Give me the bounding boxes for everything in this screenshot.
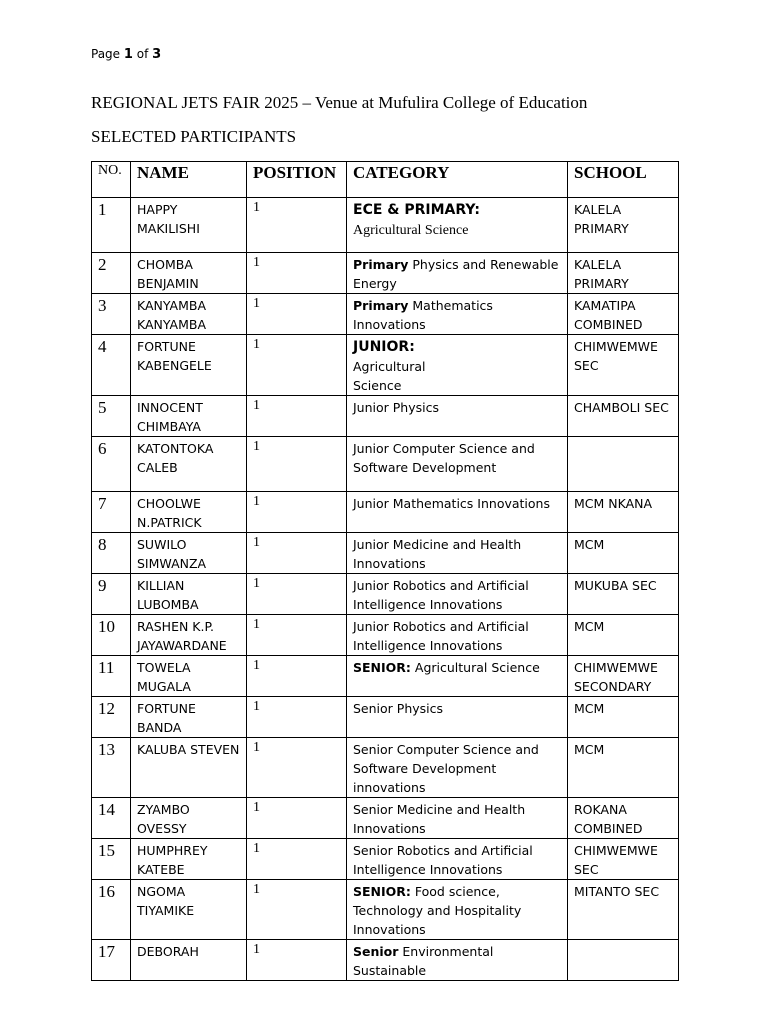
cell-no: 17 xyxy=(92,940,131,981)
cell-name: DEBORAH xyxy=(131,940,247,981)
cell-category xyxy=(347,492,568,533)
cell-name: SUWILO SIMWANZA xyxy=(131,533,247,574)
cell-school: MITANTO SEC xyxy=(568,880,679,940)
category-text: Environmental Sustainable xyxy=(353,944,494,978)
cell-no: 8 xyxy=(92,533,131,574)
cell-school: MCM xyxy=(568,615,679,656)
cell-school: MCM NKANA xyxy=(568,492,679,533)
cell-name: CHOMBA BENJAMIN xyxy=(131,253,247,294)
cell-category xyxy=(347,615,568,656)
cell-category xyxy=(347,656,568,697)
cell-position: 1 xyxy=(247,880,347,940)
table-row xyxy=(92,615,679,656)
cell-name: KILLIAN LUBOMBA xyxy=(131,574,247,615)
cell-position: 1 xyxy=(247,492,347,533)
category-lead: SENIOR: xyxy=(353,660,411,675)
cell-category xyxy=(347,396,568,437)
cell-position: 1 xyxy=(247,798,347,839)
cell-school xyxy=(568,437,679,492)
table-row xyxy=(92,940,679,981)
table-row xyxy=(92,198,679,253)
category-text: Agricultural Science xyxy=(353,223,469,238)
cell-position: 1 xyxy=(247,253,347,294)
category-lead: Senior xyxy=(353,944,399,959)
page-label: Page xyxy=(91,47,121,61)
cell-no: 11 xyxy=(92,656,131,697)
category-text: Junior Computer Science and Software Development xyxy=(353,441,535,475)
cell-category xyxy=(347,940,568,981)
cell-name: FORTUNE BANDA xyxy=(131,697,247,738)
cell-school: MCM xyxy=(568,738,679,798)
category-lead: Primary xyxy=(353,257,409,272)
cell-no: 1 xyxy=(92,198,131,253)
header-school: SCHOOL xyxy=(568,162,679,198)
page-of: of xyxy=(136,47,149,61)
cell-no: 2 xyxy=(92,253,131,294)
header-no: NO. xyxy=(92,162,131,198)
category-text: Mathematics Innovations xyxy=(353,298,493,332)
cell-no: 13 xyxy=(92,738,131,798)
cell-position: 1 xyxy=(247,533,347,574)
category-text: Senior Computer Science and Software Development innovations xyxy=(353,742,539,795)
table-row xyxy=(92,533,679,574)
cell-category xyxy=(347,839,568,880)
table-header-row xyxy=(92,162,679,198)
category-text: Junior Robotics and Artificial Intelligence Innovations xyxy=(353,619,529,653)
table-row xyxy=(92,294,679,335)
cell-school: KALELA PRIMARY xyxy=(568,253,679,294)
category-text: Junior Mathematics Innovations xyxy=(353,496,550,511)
cell-school: MCM xyxy=(568,533,679,574)
cell-school: KALELA PRIMARY xyxy=(568,198,679,253)
category-text: Food science, Technology and Hospitality Innovations xyxy=(353,884,522,937)
cell-school: ROKANA COMBINED xyxy=(568,798,679,839)
cell-no: 5 xyxy=(92,396,131,437)
cell-no: 12 xyxy=(92,697,131,738)
cell-name: FORTUNE KABENGELE xyxy=(131,335,247,396)
cell-school: MUKUBA SEC xyxy=(568,574,679,615)
cell-school: CHIMWEMWE SEC xyxy=(568,839,679,880)
cell-name: HUMPHREY KATEBE xyxy=(131,839,247,880)
cell-name: KANYAMBA KANYAMBA xyxy=(131,294,247,335)
cell-category xyxy=(347,198,568,253)
cell-school: MCM xyxy=(568,697,679,738)
category-text: Senior Medicine and Health Innovations xyxy=(353,802,526,836)
cell-no: 10 xyxy=(92,615,131,656)
header-name: NAME xyxy=(131,162,247,198)
category-lead: ECE & PRIMARY xyxy=(353,202,475,218)
cell-position: 1 xyxy=(247,396,347,437)
category-lead: SENIOR: xyxy=(353,884,411,899)
cell-no: 3 xyxy=(92,294,131,335)
cell-name: NGOMA TIYAMIKE xyxy=(131,880,247,940)
header-category: CATEGORY xyxy=(347,162,568,198)
category-text: Agricultural Science xyxy=(414,660,540,675)
cell-school xyxy=(568,940,679,981)
category-text: Junior Medicine and Health Innovations xyxy=(353,537,522,571)
cell-school: CHIMWEMWE SECONDARY xyxy=(568,656,679,697)
table-body xyxy=(92,198,679,981)
category-separator: : xyxy=(474,202,480,218)
cell-no: 9 xyxy=(92,574,131,615)
cell-name: HAPPY MAKILISHI xyxy=(131,198,247,253)
cell-name: TOWELA MUGALA xyxy=(131,656,247,697)
table-row xyxy=(92,492,679,533)
cell-category xyxy=(347,253,568,294)
cell-name: KALUBA STEVEN xyxy=(131,738,247,798)
category-lead: JUNIOR xyxy=(353,339,410,355)
cell-name: INNOCENT CHIMBAYA xyxy=(131,396,247,437)
category-text: Physics and Renewable Energy xyxy=(353,257,559,291)
category-text: Senior Physics xyxy=(353,701,444,716)
cell-category xyxy=(347,738,568,798)
table-row xyxy=(92,656,679,697)
cell-no: 16 xyxy=(92,880,131,940)
cell-name: RASHEN K.P. JAYAWARDANE xyxy=(131,615,247,656)
table-row xyxy=(92,253,679,294)
cell-no: 6 xyxy=(92,437,131,492)
page-number xyxy=(91,47,161,62)
participants-table xyxy=(91,161,679,981)
cell-position: 1 xyxy=(247,940,347,981)
cell-category xyxy=(347,294,568,335)
cell-school: KAMATIPA COMBINED xyxy=(568,294,679,335)
page-current: 1 xyxy=(123,47,133,62)
cell-category xyxy=(347,574,568,615)
cell-category xyxy=(347,437,568,492)
cell-no: 7 xyxy=(92,492,131,533)
cell-position: 1 xyxy=(247,198,347,253)
cell-category xyxy=(347,798,568,839)
category-text: Agricultural Science xyxy=(353,359,426,393)
category-lead: Primary xyxy=(353,298,409,313)
cell-position: 1 xyxy=(247,697,347,738)
cell-position: 1 xyxy=(247,615,347,656)
page-total: 3 xyxy=(152,47,162,62)
document-title: REGIONAL JETS FAIR 2025 – Venue at Mufulira College of Education xyxy=(91,93,588,112)
table-row xyxy=(92,697,679,738)
category-separator: : xyxy=(409,339,415,355)
cell-position: 1 xyxy=(247,738,347,798)
cell-category xyxy=(347,697,568,738)
cell-name: CHOOLWE N.PATRICK xyxy=(131,492,247,533)
cell-no: 15 xyxy=(92,839,131,880)
category-text: Junior Robotics and Artificial Intelligence Innovations xyxy=(353,578,529,612)
cell-school: CHIMWEMWE SEC xyxy=(568,335,679,396)
cell-no: 14 xyxy=(92,798,131,839)
table-row xyxy=(92,839,679,880)
cell-category xyxy=(347,533,568,574)
cell-name: ZYAMBO OVESSY xyxy=(131,798,247,839)
table-row xyxy=(92,880,679,940)
table-row xyxy=(92,738,679,798)
table-row xyxy=(92,574,679,615)
category-text: Junior Physics xyxy=(353,400,439,415)
cell-position: 1 xyxy=(247,839,347,880)
cell-position: 1 xyxy=(247,437,347,492)
table-row xyxy=(92,437,679,492)
cell-category xyxy=(347,335,568,396)
table-row xyxy=(92,798,679,839)
cell-name: KATONTOKA CALEB xyxy=(131,437,247,492)
cell-position: 1 xyxy=(247,574,347,615)
table-row xyxy=(92,396,679,437)
cell-no: 4 xyxy=(92,335,131,396)
category-text: Senior Robotics and Artificial Intelligence Innovations xyxy=(353,843,533,877)
document-subtitle: SELECTED PARTICIPANTS xyxy=(91,127,297,146)
header-position: POSITION xyxy=(247,162,347,198)
cell-position: 1 xyxy=(247,294,347,335)
cell-category xyxy=(347,880,568,940)
cell-school: CHAMBOLI SEC xyxy=(568,396,679,437)
cell-position: 1 xyxy=(247,335,347,396)
cell-position: 1 xyxy=(247,656,347,697)
table-row xyxy=(92,335,679,396)
